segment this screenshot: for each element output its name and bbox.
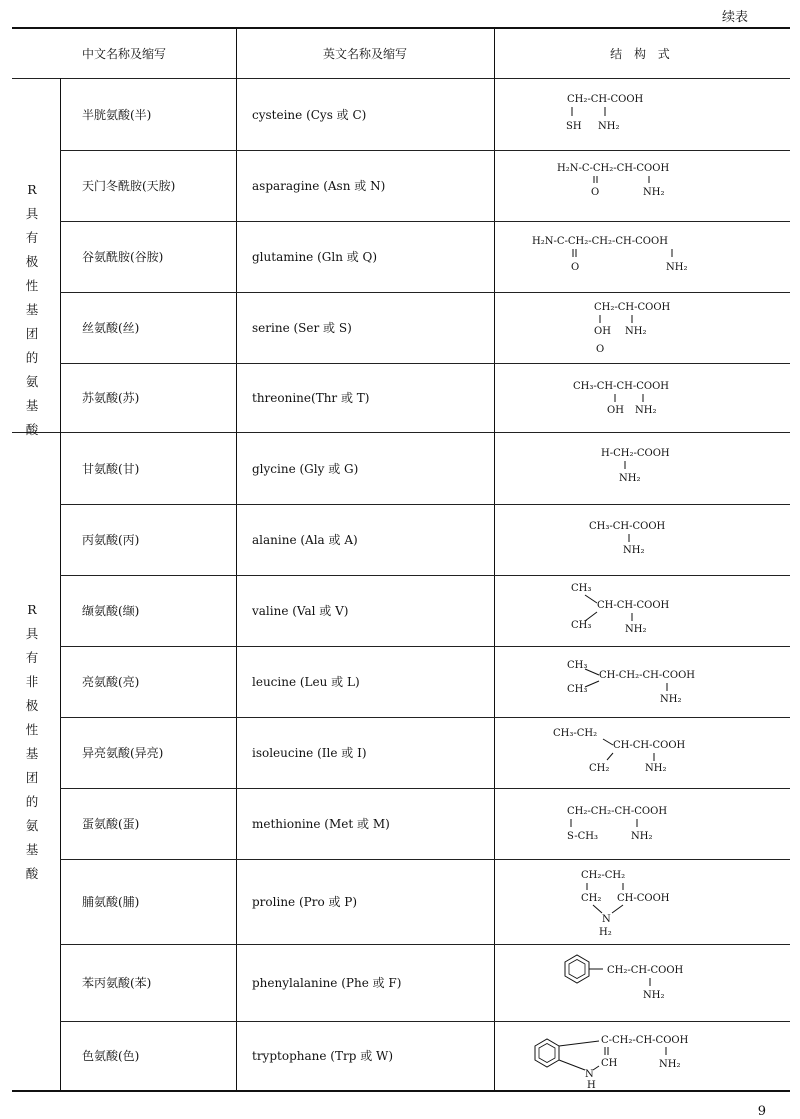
row-en-name: tryptophane (Trp 或 W)	[252, 1049, 394, 1063]
continued-label: 续表	[721, 10, 748, 25]
structure-text: SH	[566, 121, 582, 132]
row-cn-name: 丝氨酸(丝)	[82, 321, 140, 335]
structure-text: CH₂-CH-COOH	[567, 94, 644, 105]
row-en-name: leucine (Leu 或 L)	[252, 675, 360, 689]
structure-text: NH₂	[619, 473, 641, 484]
header-cn: 中文名称及缩写	[81, 46, 166, 61]
structure-text: CH₂-CH-COOH	[607, 965, 684, 976]
row-cn-name: 脯氨酸(脯)	[82, 895, 140, 909]
structure-asparagine	[495, 151, 790, 221]
row-cn-name: 谷氨酰胺(谷胺)	[82, 250, 164, 264]
structure-text: O	[571, 262, 580, 273]
col-divider-group	[60, 78, 61, 1090]
row-cn-name: 苏氨酸(苏)	[82, 391, 140, 405]
structure-glycine	[495, 434, 790, 504]
structure-text: NH₂	[643, 990, 665, 1001]
structure-text: NH₂	[635, 405, 657, 416]
structure-text: CH₃-CH-COOH	[589, 521, 666, 532]
row-en-name: phenylalanine (Phe 或 F)	[252, 976, 402, 990]
structure-text: CH₂	[589, 763, 610, 774]
row-en-name: asparagine (Asn 或 N)	[252, 179, 386, 193]
structure-text: S-CH₃	[567, 831, 598, 842]
structure-text: NH₂	[631, 831, 653, 842]
structure-tryptophane	[495, 1022, 790, 1090]
table-bottom-rule	[12, 1090, 790, 1092]
structure-text: C-CH₂-CH-COOH	[601, 1035, 689, 1046]
row-en-name: proline (Pro 或 P)	[252, 895, 358, 909]
col-divider-1	[236, 29, 237, 1090]
structure-text: NH₂	[625, 326, 647, 337]
structure-text: NH₂	[666, 262, 688, 273]
structure-text: N	[602, 914, 611, 925]
structure-text: OH	[594, 326, 611, 337]
structure-glutamine	[495, 222, 790, 292]
structure-text: CH₂-CH₂-CH-COOH	[567, 806, 668, 817]
structure-text: CH	[601, 1058, 618, 1069]
structure-text: CH-CH₂-CH-COOH	[599, 670, 696, 681]
row-en-name: serine (Ser 或 S)	[252, 321, 352, 335]
row-en-name: methionine (Met 或 M)	[252, 817, 390, 831]
structure-text: CH₃	[571, 620, 592, 631]
structure-text: H₂	[599, 927, 612, 938]
row-cn-name: 色氨酸(色)	[82, 1049, 140, 1063]
structure-text: NH₂	[623, 545, 645, 556]
structure-text: O	[591, 187, 600, 198]
row-en-name: threonine(Thr 或 T)	[252, 391, 370, 405]
structure-threonine	[495, 363, 790, 433]
structure-text: H₂N-C-CH₂-CH-COOH	[557, 163, 670, 174]
row-cn-name: 缬氨酸(缬)	[82, 604, 140, 618]
structure-text: OH	[607, 405, 624, 416]
structure-phenylalanine	[495, 945, 790, 1021]
row-en-name: alanine (Ala 或 A)	[252, 533, 358, 547]
structure-text: NH₂	[598, 121, 620, 132]
row-cn-name: 丙氨酸(丙)	[82, 533, 140, 547]
row-cn-name: 亮氨酸(亮)	[82, 675, 140, 689]
row-en-name: cysteine (Cys 或 C)	[252, 108, 367, 122]
structure-text: CH-COOH	[617, 893, 670, 904]
structure-text: CH-CH-COOH	[597, 600, 670, 611]
structure-methionine	[495, 789, 790, 859]
row-cn-name: 天门冬酰胺(天胺)	[82, 179, 176, 193]
row-en-name: valine (Val 或 V)	[252, 604, 349, 618]
structure-text: CH₂-CH₂	[581, 870, 626, 881]
structure-text: O	[596, 344, 605, 355]
structure-valine	[495, 576, 790, 646]
row-en-name: glycine (Gly 或 G)	[252, 462, 359, 476]
structure-alanine	[495, 505, 790, 575]
row-en-name: glutamine (Gln 或 Q)	[252, 250, 378, 264]
header-en: 英文名称及缩写	[322, 46, 407, 61]
row-cn-name: 异亮氨酸(异亮)	[82, 746, 164, 760]
group-label-polar: R 具 有 极 性 基 团 的 氨 基 酸	[25, 182, 39, 437]
structure-leucine	[495, 647, 790, 717]
structure-text: CH₃-CH-CH-COOH	[573, 381, 670, 392]
structure-isoleucine	[495, 718, 790, 788]
structure-text: NH₂	[660, 694, 682, 705]
row-cn-name: 蛋氨酸(蛋)	[82, 817, 140, 831]
page-number: 9	[757, 1104, 766, 1119]
structure-text: CH₃	[571, 583, 592, 594]
structure-text: CH-CH-COOH	[613, 740, 686, 751]
structure-text: NH₂	[643, 187, 665, 198]
structure-text: CH₂-CH-COOH	[594, 302, 671, 313]
structure-text: H	[587, 1080, 596, 1090]
structure-text: N	[585, 1069, 594, 1080]
structure-text: H-CH₂-COOH	[601, 448, 670, 459]
structure-text: CH₃	[567, 660, 588, 671]
structure-serine	[495, 292, 790, 362]
row-en-name: isoleucine (Ile 或 I)	[252, 746, 367, 760]
structure-text: H₂N-C-CH₂-CH₂-CH-COOH	[532, 236, 668, 247]
group-label-nonpolar: R 具 有 非 极 性 基 团 的 氨 基 酸	[25, 602, 39, 881]
structure-text: NH₂	[645, 763, 667, 774]
structure-cysteine	[495, 80, 790, 150]
structure-proline	[495, 860, 790, 944]
header-structure: 结 构 式	[610, 46, 674, 61]
structure-text: CH₃	[567, 684, 588, 695]
row-cn-name: 甘氨酸(甘)	[82, 462, 140, 476]
structure-text: NH₂	[625, 624, 647, 635]
structure-text: NH₂	[659, 1059, 681, 1070]
row-cn-name: 苯丙氨酸(苯)	[82, 976, 152, 990]
structure-text: CH₃-CH₂	[553, 728, 598, 739]
row-cn-name: 半胱氨酸(半)	[82, 108, 152, 122]
structure-text: CH₂	[581, 893, 602, 904]
